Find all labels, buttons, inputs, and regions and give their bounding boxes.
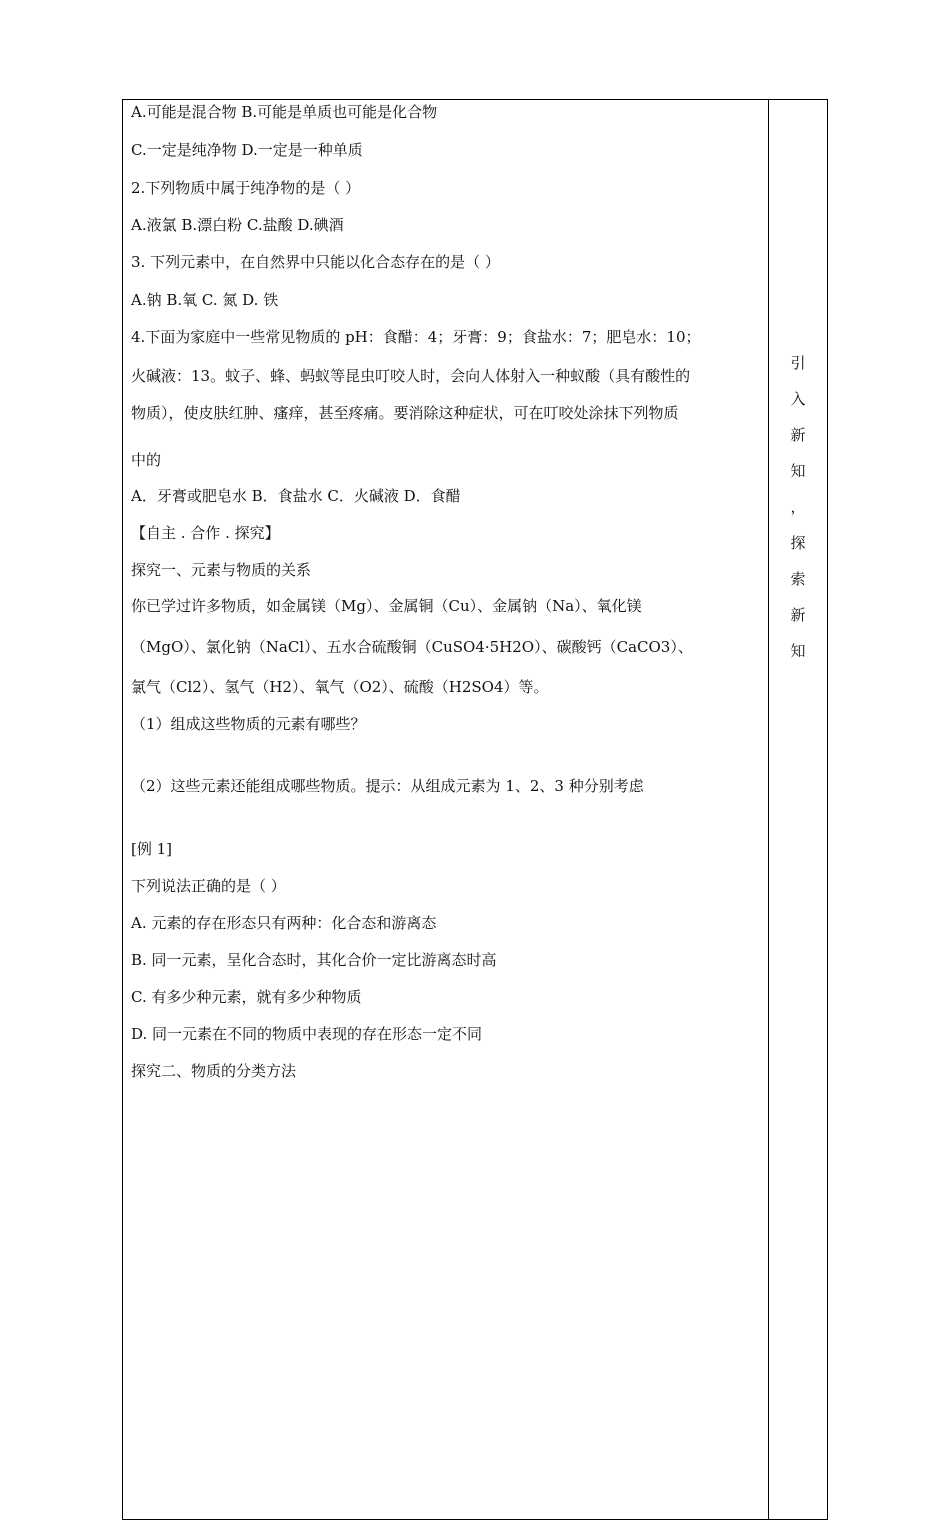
explore-one-question-2: （2）这些元素还能组成哪些物质。提示：从组成元素为 1、2、3 种分别考虑 (131, 777, 644, 795)
side-note-char: 探 (790, 534, 806, 552)
question-4-stem-line-2: 火碱液：13。蚊子、蜂、蚂蚁等昆虫叮咬人时，会向人体射入一种蚁酸（具有酸性的 (131, 367, 691, 385)
example-1-option-b: B. 同一元素，呈化合态时，其化合价一定比游离态时高 (131, 951, 497, 969)
question-4-options: A．牙膏或肥皂水 B．食盐水 C．火碱液 D．食醋 (131, 487, 461, 505)
question-2-options: A.液氯 B.漂白粉 C.盐酸 D.碘酒 (131, 216, 344, 234)
example-1-option-a: A. 元素的存在形态只有两种：化合态和游离态 (131, 914, 437, 932)
side-note-char: 索 (790, 570, 806, 588)
side-note-char: 知 (790, 462, 806, 480)
section-heading-explore: 【自主 . 合作 . 探究】 (131, 524, 280, 542)
side-note-char: 新 (790, 606, 806, 624)
question-4-stem-line-1: 4.下面为家庭中一些常见物质的 pH：食醋：4；牙膏：9；食盐水：7；肥皂水：10； (131, 328, 701, 346)
explore-one-title: 探究一、元素与物质的关系 (131, 561, 312, 579)
question-4-stem-line-3: 物质），使皮肤红肿、瘙痒，甚至疼痛。要消除这种症状，可在叮咬处涂抹下列物质 (131, 404, 679, 422)
example-1-stem: 下列说法正确的是（ ） (131, 877, 286, 895)
question-4-stem-line-4: 中的 (131, 451, 162, 469)
example-1-label: [例 1] (131, 840, 173, 858)
side-note-char: 引 (790, 354, 806, 372)
question-1-options-ab: A.可能是混合物 B.可能是单质也可能是化合物 (131, 103, 438, 121)
worksheet-table (122, 99, 828, 1520)
question-3-stem: 3. 下列元素中，在自然界中只能以化合态存在的是（ ） (131, 253, 500, 271)
explore-one-text-line-1: 你已学过许多物质，如金属镁（Mg）、金属铜（Cu）、金属钠（Na）、氧化镁 (131, 597, 642, 615)
explore-one-text-line-2: （MgO）、氯化钠（NaCl）、五水合硫酸铜（CuSO4·5H2O）、碳酸钙（CaCO3）、 (131, 638, 693, 656)
side-note-char: ， (790, 498, 806, 516)
question-3-options: A.钠 B.氧 C. 氮 D. 铁 (131, 291, 279, 309)
question-2-stem: 2.下列物质中属于纯净物的是（ ） (131, 179, 361, 197)
side-note-char: 入 (790, 390, 806, 408)
example-1-option-c: C. 有多少种元素，就有多少种物质 (131, 988, 362, 1006)
side-note-cell (769, 100, 827, 1519)
explore-two-title: 探究二、物质的分类方法 (131, 1062, 297, 1080)
question-1-options-cd: C.一定是纯净物 D.一定是一种单质 (131, 141, 363, 159)
side-note-char: 知 (790, 642, 806, 660)
explore-one-question-1: （1）组成这些物质的元素有哪些？ (131, 715, 366, 733)
example-1-option-d: D. 同一元素在不同的物质中表现的存在形态一定不同 (131, 1025, 483, 1043)
side-note-char: 新 (790, 426, 806, 444)
explore-one-text-line-3: 氯气（Cl2）、氢气（H2）、氧气（O2）、硫酸（H2SO4）等。 (131, 678, 549, 696)
